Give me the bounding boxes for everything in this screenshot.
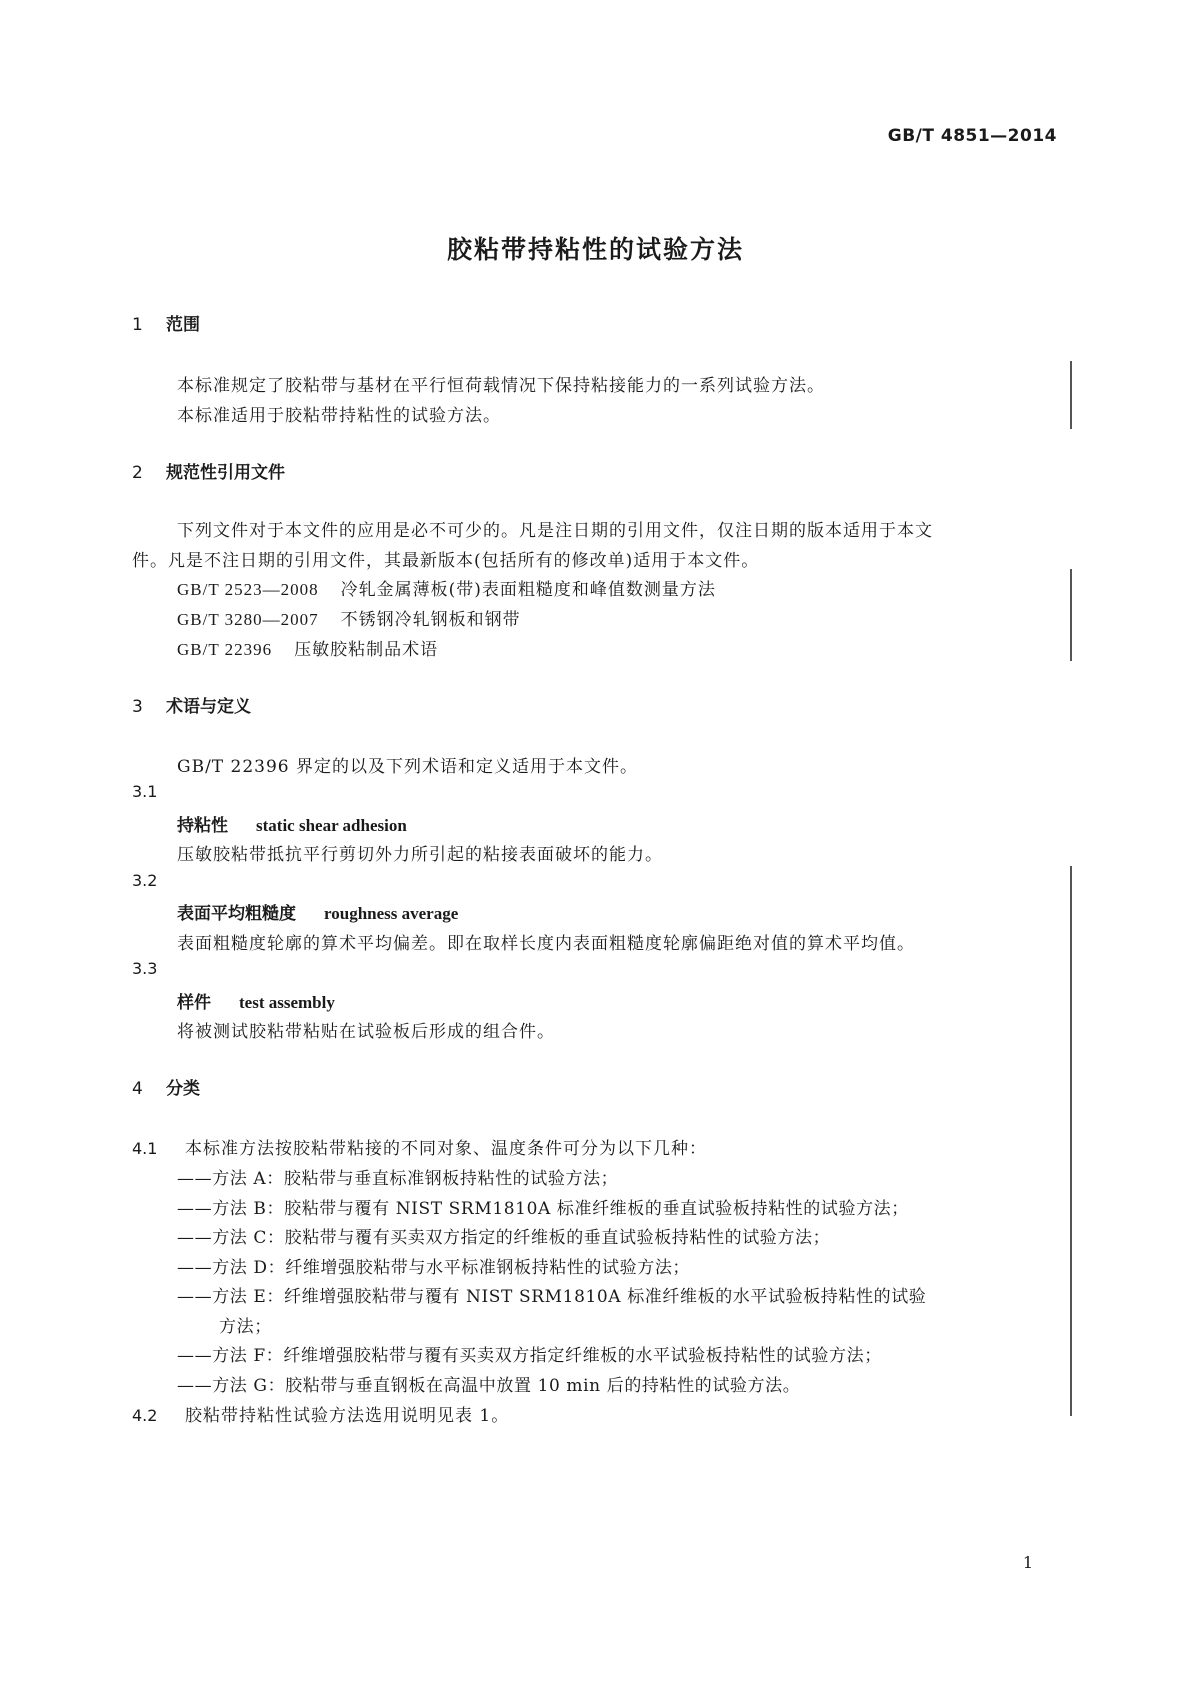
paragraph: 本标准规定了胶粘带与基材在平行恒荷载情况下保持粘接能力的一系列试验方法。 bbox=[177, 376, 825, 396]
method-item: ——方法 A：胶粘带与垂直标准钢板持粘性的试验方法； bbox=[177, 1169, 619, 1189]
section-number: 1 bbox=[132, 315, 143, 335]
term-definition: 将被测试胶粘带粘贴在试验板后形成的组合件。 bbox=[177, 1022, 555, 1042]
term-definition: 表面粗糙度轮廓的算术平均偏差。即在取样长度内表面粗糙度轮廓偏距绝对值的算术平均值。 bbox=[177, 934, 915, 954]
page-number: 1 bbox=[1022, 1553, 1033, 1572]
section-title: 规范性引用文件 bbox=[166, 463, 285, 483]
section-title: 范围 bbox=[166, 315, 200, 335]
clause-text: 胶粘带持粘性试验方法选用说明见表 1。 bbox=[185, 1406, 510, 1426]
method-item: ——方法 B：胶粘带与覆有 NIST SRM1810A 标准纤维板的垂直试验板持粘性的试验方法； bbox=[177, 1199, 909, 1219]
paragraph: GB/T 22396 界定的以及下列术语和定义适用于本文件。 bbox=[177, 757, 639, 777]
reference-title: 不锈钢冷轧钢板和钢带 bbox=[340, 610, 521, 630]
section-1-heading bbox=[132, 310, 200, 335]
section-3-heading bbox=[132, 692, 251, 717]
reference-code: GB/T 22396 bbox=[177, 640, 273, 659]
reference-item bbox=[177, 575, 716, 600]
term-number: 3.3 bbox=[132, 959, 158, 978]
term-cn: 表面平均粗糙度 bbox=[177, 904, 296, 924]
reference-code: GB/T 2523—2008 bbox=[177, 580, 319, 599]
section-title: 分类 bbox=[166, 1079, 200, 1099]
method-item-continuation: 方法； bbox=[219, 1317, 272, 1337]
term-cn: 样件 bbox=[177, 993, 211, 1013]
clause-number: 4.1 bbox=[132, 1139, 158, 1158]
paragraph: 下列文件对于本文件的应用是必不可少的。凡是注日期的引用文件，仅注日期的版本适用于本文 bbox=[177, 521, 933, 541]
clause-4-2 bbox=[132, 1401, 509, 1426]
reference-item bbox=[177, 605, 521, 630]
reference-title: 冷轧金属薄板(带)表面粗糙度和峰值数测量方法 bbox=[340, 580, 716, 600]
term-en: test assembly bbox=[239, 993, 335, 1012]
section-4-heading bbox=[132, 1074, 200, 1099]
change-bar bbox=[1070, 569, 1072, 661]
term-en: static shear adhesion bbox=[256, 816, 407, 835]
section-2-heading bbox=[132, 458, 285, 483]
change-bar bbox=[1070, 361, 1072, 429]
paragraph: 本标准适用于胶粘带持粘性的试验方法。 bbox=[177, 406, 501, 426]
section-number: 3 bbox=[132, 697, 143, 717]
reference-code: GB/T 3280—2007 bbox=[177, 610, 319, 629]
term-number: 3.2 bbox=[132, 871, 158, 890]
reference-title: 压敏胶粘制品术语 bbox=[294, 640, 439, 660]
term-heading bbox=[177, 811, 407, 836]
clause-number: 4.2 bbox=[132, 1406, 158, 1425]
method-item: ——方法 G：胶粘带与垂直钢板在高温中放置 10 min 后的持粘性的试验方法。 bbox=[177, 1376, 801, 1396]
method-item: ——方法 E：纤维增强胶粘带与覆有 NIST SRM1810A 标准纤维板的水平试验板持粘性的试验 bbox=[177, 1287, 927, 1307]
method-item: ——方法 C：胶粘带与覆有买卖双方指定的纤维板的垂直试验板持粘性的试验方法； bbox=[177, 1228, 831, 1248]
term-definition: 压敏胶粘带抵抗平行剪切外力所引起的粘接表面破坏的能力。 bbox=[177, 845, 663, 865]
clause-4-1 bbox=[132, 1134, 707, 1159]
section-number: 4 bbox=[132, 1079, 143, 1099]
section-number: 2 bbox=[132, 463, 143, 483]
method-item: ——方法 D：纤维增强胶粘带与水平标准钢板持粘性的试验方法； bbox=[177, 1258, 691, 1278]
term-heading bbox=[177, 899, 458, 924]
reference-item bbox=[177, 635, 438, 660]
change-bar bbox=[1070, 866, 1072, 1416]
section-title: 术语与定义 bbox=[166, 697, 251, 717]
term-heading bbox=[177, 988, 335, 1013]
standard-code: GB/T 4851—2014 bbox=[887, 126, 1057, 146]
document-title: 胶粘带持粘性的试验方法 bbox=[446, 235, 744, 264]
method-item: ——方法 F：纤维增强胶粘带与覆有买卖双方指定纤维板的水平试验板持粘性的试验方法； bbox=[177, 1346, 882, 1366]
term-number: 3.1 bbox=[132, 782, 158, 801]
paragraph-continuation: 件。凡是不注日期的引用文件，其最新版本(包括所有的修改单)适用于本文件。 bbox=[132, 551, 760, 571]
clause-text: 本标准方法按胶粘带粘接的不同对象、温度条件可分为以下几种： bbox=[185, 1139, 707, 1159]
term-en: roughness average bbox=[324, 904, 459, 923]
term-cn: 持粘性 bbox=[177, 816, 228, 836]
